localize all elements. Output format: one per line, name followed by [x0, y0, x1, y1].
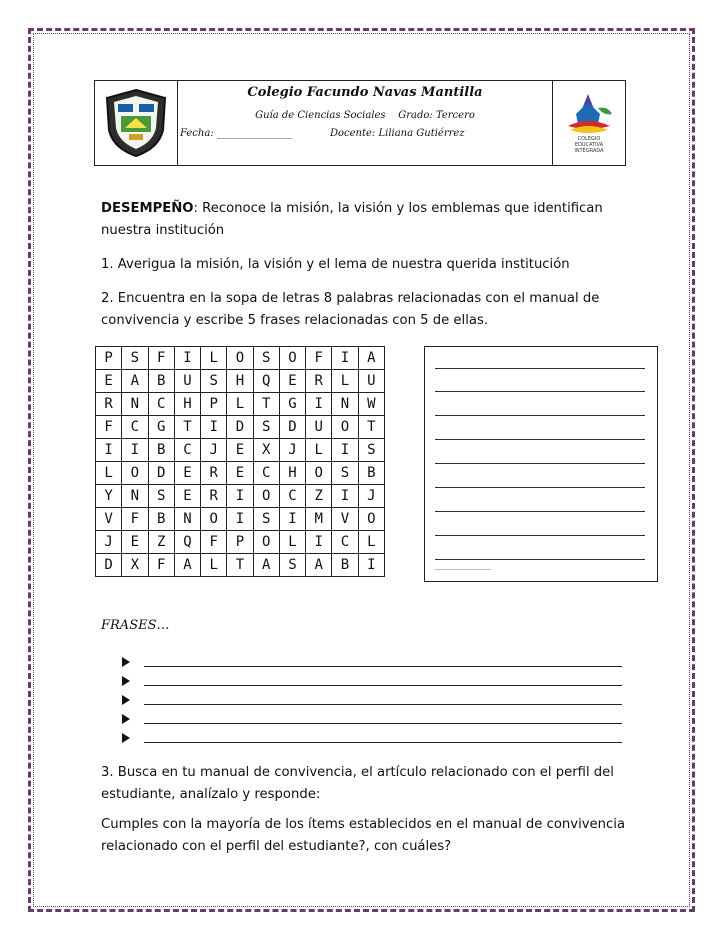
- word-search-grid: [95, 346, 385, 577]
- word-search-cell[interactable]: I: [174, 347, 200, 370]
- word-search-cell[interactable]: O: [358, 508, 384, 531]
- word-search-cell[interactable]: E: [174, 485, 200, 508]
- word-search-cell[interactable]: E: [279, 370, 305, 393]
- word-search-cell[interactable]: Y: [96, 485, 122, 508]
- word-search-cell[interactable]: T: [253, 393, 279, 416]
- word-search-cell[interactable]: I: [201, 416, 227, 439]
- arrow-bullet-icon: [122, 676, 130, 686]
- word-search-cell[interactable]: I: [332, 439, 358, 462]
- word-search-cell[interactable]: R: [201, 485, 227, 508]
- word-search-cell[interactable]: M: [306, 508, 332, 531]
- word-search-cell[interactable]: S: [358, 439, 384, 462]
- frases-title: FRASES…: [101, 618, 170, 633]
- word-search-cell[interactable]: S: [279, 554, 305, 577]
- question-1: 1. Averigua la misión, la visión y el lema de nuestra querida institución: [101, 257, 570, 272]
- frase-item[interactable]: [122, 652, 622, 671]
- grade-label: Grado: Tercero: [398, 110, 475, 121]
- teacher-name: Docente: Liliana Gutiérrez: [330, 128, 465, 139]
- word-search-cell[interactable]: C: [148, 393, 174, 416]
- word-search-cell[interactable]: T: [174, 416, 200, 439]
- word-search-cell[interactable]: S: [253, 416, 279, 439]
- frase-line[interactable]: [144, 656, 622, 667]
- words-answer-box: [424, 346, 658, 582]
- answer-line[interactable]: [435, 404, 645, 416]
- word-search-cell[interactable]: O: [201, 508, 227, 531]
- arrow-bullet-icon: [122, 733, 130, 743]
- word-search-cell[interactable]: A: [122, 370, 148, 393]
- word-search-cell[interactable]: O: [332, 416, 358, 439]
- word-search-cell[interactable]: F: [96, 416, 122, 439]
- word-search-cell[interactable]: Q: [174, 531, 200, 554]
- word-search-cell[interactable]: I: [227, 508, 253, 531]
- word-search-cell[interactable]: S: [332, 462, 358, 485]
- word-search-cell[interactable]: T: [358, 416, 384, 439]
- answer-line-short: [435, 569, 491, 570]
- word-search-cell[interactable]: E: [122, 531, 148, 554]
- word-search-cell[interactable]: H: [227, 370, 253, 393]
- arrow-bullet-icon: [122, 714, 130, 724]
- word-search-cell[interactable]: B: [332, 554, 358, 577]
- word-search-row: [96, 439, 385, 462]
- word-search-cell[interactable]: U: [306, 416, 332, 439]
- word-search-cell[interactable]: A: [358, 347, 384, 370]
- word-search-row: [96, 370, 385, 393]
- performance-label: DESEMPEÑO: [101, 201, 194, 216]
- word-search-cell[interactable]: I: [122, 439, 148, 462]
- word-search-cell[interactable]: L: [96, 462, 122, 485]
- word-search-cell[interactable]: S: [122, 347, 148, 370]
- performance-statement: [101, 198, 641, 242]
- header-table: [94, 80, 626, 166]
- word-search-row: [96, 485, 385, 508]
- word-search-cell[interactable]: I: [306, 531, 332, 554]
- school-shield-logo: [95, 81, 178, 165]
- word-search-row: [96, 508, 385, 531]
- word-search-cell[interactable]: L: [332, 370, 358, 393]
- word-search-cell[interactable]: I: [332, 485, 358, 508]
- word-search-cell[interactable]: C: [332, 531, 358, 554]
- word-search-cell[interactable]: X: [253, 439, 279, 462]
- word-search-cell[interactable]: R: [96, 393, 122, 416]
- word-search-cell[interactable]: C: [253, 462, 279, 485]
- frase-line[interactable]: [144, 732, 622, 743]
- word-search-cell[interactable]: I: [279, 508, 305, 531]
- word-search-cell[interactable]: C: [174, 439, 200, 462]
- guide-name: Guía de Ciencias Sociales: [255, 110, 386, 121]
- header-info: [178, 81, 553, 165]
- word-search-cell[interactable]: J: [279, 439, 305, 462]
- word-search-cell[interactable]: L: [201, 554, 227, 577]
- date-field: Fecha: _______________: [180, 128, 292, 139]
- frase-line[interactable]: [144, 675, 622, 686]
- arrow-bullet-icon: [122, 657, 130, 667]
- performance-text: : Reconoce la misión, la visión y los emblemas que identifican nuestra institución: [101, 201, 603, 238]
- word-search-cell[interactable]: D: [279, 416, 305, 439]
- word-search-cell[interactable]: V: [96, 508, 122, 531]
- question-2: 2. Encuentra en la sopa de letras 8 palabras relacionadas con el manual de convivencia y escribe 5 frases relacionadas con 5 de ellas.: [101, 291, 600, 328]
- word-search-cell[interactable]: F: [148, 554, 174, 577]
- word-search-cell[interactable]: P: [227, 531, 253, 554]
- word-search-cell[interactable]: X: [122, 554, 148, 577]
- word-search-cell[interactable]: G: [148, 416, 174, 439]
- word-search-cell[interactable]: F: [201, 531, 227, 554]
- word-search-cell[interactable]: I: [306, 393, 332, 416]
- word-search-cell[interactable]: R: [306, 370, 332, 393]
- frase-item[interactable]: [122, 728, 622, 747]
- word-search-cell[interactable]: S: [253, 347, 279, 370]
- word-search-cell[interactable]: A: [253, 554, 279, 577]
- word-search-cell[interactable]: G: [279, 393, 305, 416]
- word-search-cell[interactable]: H: [279, 462, 305, 485]
- word-search-cell[interactable]: B: [358, 462, 384, 485]
- word-search-cell[interactable]: E: [174, 462, 200, 485]
- word-search-cell[interactable]: S: [253, 508, 279, 531]
- word-search-row: [96, 554, 385, 577]
- word-search-cell[interactable]: B: [148, 370, 174, 393]
- word-search-cell[interactable]: F: [122, 508, 148, 531]
- word-search-cell[interactable]: O: [253, 531, 279, 554]
- word-search-cell[interactable]: B: [148, 439, 174, 462]
- integrated-school-logo: [553, 81, 625, 165]
- question-3: 3. Busca en tu manual de convivencia, el artículo relacionado con el perfil del estudiante, analízalo y responde:: [101, 765, 614, 802]
- frase-item[interactable]: [122, 709, 622, 728]
- answer-line[interactable]: [435, 452, 645, 464]
- answer-line[interactable]: [435, 428, 645, 440]
- integrated-logo-text-2: EDUCATIVA: [574, 142, 604, 148]
- answer-line[interactable]: [435, 524, 645, 536]
- word-search-cell[interactable]: D: [227, 416, 253, 439]
- word-search-cell[interactable]: O: [279, 347, 305, 370]
- integrated-logo-text-1: COLEGIO: [577, 136, 601, 142]
- frase-item[interactable]: [122, 690, 622, 709]
- word-search-cell[interactable]: J: [201, 439, 227, 462]
- word-search-cell[interactable]: C: [122, 416, 148, 439]
- word-search-cell[interactable]: I: [227, 485, 253, 508]
- word-search-cell[interactable]: C: [279, 485, 305, 508]
- word-search-cell[interactable]: S: [201, 370, 227, 393]
- word-search-cell[interactable]: A: [174, 554, 200, 577]
- question-3-prompt: Cumples con la mayoría de los ítems establecidos en el manual de convivencia relacionado con el perfil del estudiante?, con cuáles?: [101, 817, 626, 854]
- guide-subtitle: [178, 110, 552, 121]
- word-search-cell[interactable]: Q: [253, 370, 279, 393]
- word-search-cell[interactable]: L: [227, 393, 253, 416]
- answer-line[interactable]: [435, 500, 645, 512]
- word-search-row: [96, 347, 385, 370]
- word-search-cell[interactable]: F: [306, 347, 332, 370]
- word-search-cell[interactable]: J: [358, 485, 384, 508]
- word-search-cell[interactable]: P: [96, 347, 122, 370]
- word-search-cell[interactable]: N: [122, 393, 148, 416]
- word-search-cell[interactable]: I: [332, 347, 358, 370]
- word-search-cell[interactable]: I: [358, 554, 384, 577]
- word-search-cell[interactable]: R: [201, 462, 227, 485]
- word-search-cell[interactable]: S: [148, 485, 174, 508]
- word-search-cell[interactable]: D: [148, 462, 174, 485]
- word-search-cell[interactable]: I: [96, 439, 122, 462]
- word-search-cell[interactable]: T: [227, 554, 253, 577]
- word-search-cell[interactable]: V: [332, 508, 358, 531]
- word-search-cell[interactable]: O: [122, 462, 148, 485]
- word-search-cell[interactable]: N: [174, 508, 200, 531]
- word-search-cell[interactable]: Z: [148, 531, 174, 554]
- word-search-row: [96, 393, 385, 416]
- word-search-row: [96, 462, 385, 485]
- word-search-cell[interactable]: E: [96, 370, 122, 393]
- word-search-cell[interactable]: U: [358, 370, 384, 393]
- word-search-cell[interactable]: P: [201, 393, 227, 416]
- word-search-cell[interactable]: J: [96, 531, 122, 554]
- word-search-cell[interactable]: N: [122, 485, 148, 508]
- frase-item[interactable]: [122, 671, 622, 690]
- word-search-cell[interactable]: A: [306, 554, 332, 577]
- word-search-cell[interactable]: W: [358, 393, 384, 416]
- answer-line[interactable]: [435, 476, 645, 488]
- word-search-cell[interactable]: U: [174, 370, 200, 393]
- word-search-cell[interactable]: O: [227, 347, 253, 370]
- word-search-cell[interactable]: O: [306, 462, 332, 485]
- word-search-cell[interactable]: N: [332, 393, 358, 416]
- word-search-cell[interactable]: E: [227, 462, 253, 485]
- word-search-cell[interactable]: O: [253, 485, 279, 508]
- word-search-cell[interactable]: L: [306, 439, 332, 462]
- word-search-cell[interactable]: Z: [306, 485, 332, 508]
- arrow-bullet-icon: [122, 695, 130, 705]
- answer-line[interactable]: [435, 548, 645, 560]
- word-search-cell[interactable]: L: [279, 531, 305, 554]
- frase-line[interactable]: [144, 713, 622, 724]
- answer-line[interactable]: [435, 380, 645, 392]
- frase-line[interactable]: [144, 694, 622, 705]
- integrated-logo-text-3: INTEGRADA: [574, 148, 604, 154]
- word-search-cell[interactable]: E: [227, 439, 253, 462]
- word-search-row: [96, 416, 385, 439]
- word-search-cell[interactable]: D: [96, 554, 122, 577]
- word-search-cell[interactable]: F: [148, 347, 174, 370]
- school-name: Colegio Facundo Navas Mantilla: [247, 85, 483, 100]
- answer-line[interactable]: [435, 357, 645, 369]
- word-search-cell[interactable]: L: [201, 347, 227, 370]
- word-search-row: [96, 531, 385, 554]
- word-search-cell[interactable]: L: [358, 531, 384, 554]
- word-search-cell[interactable]: H: [174, 393, 200, 416]
- word-search-cell[interactable]: B: [148, 508, 174, 531]
